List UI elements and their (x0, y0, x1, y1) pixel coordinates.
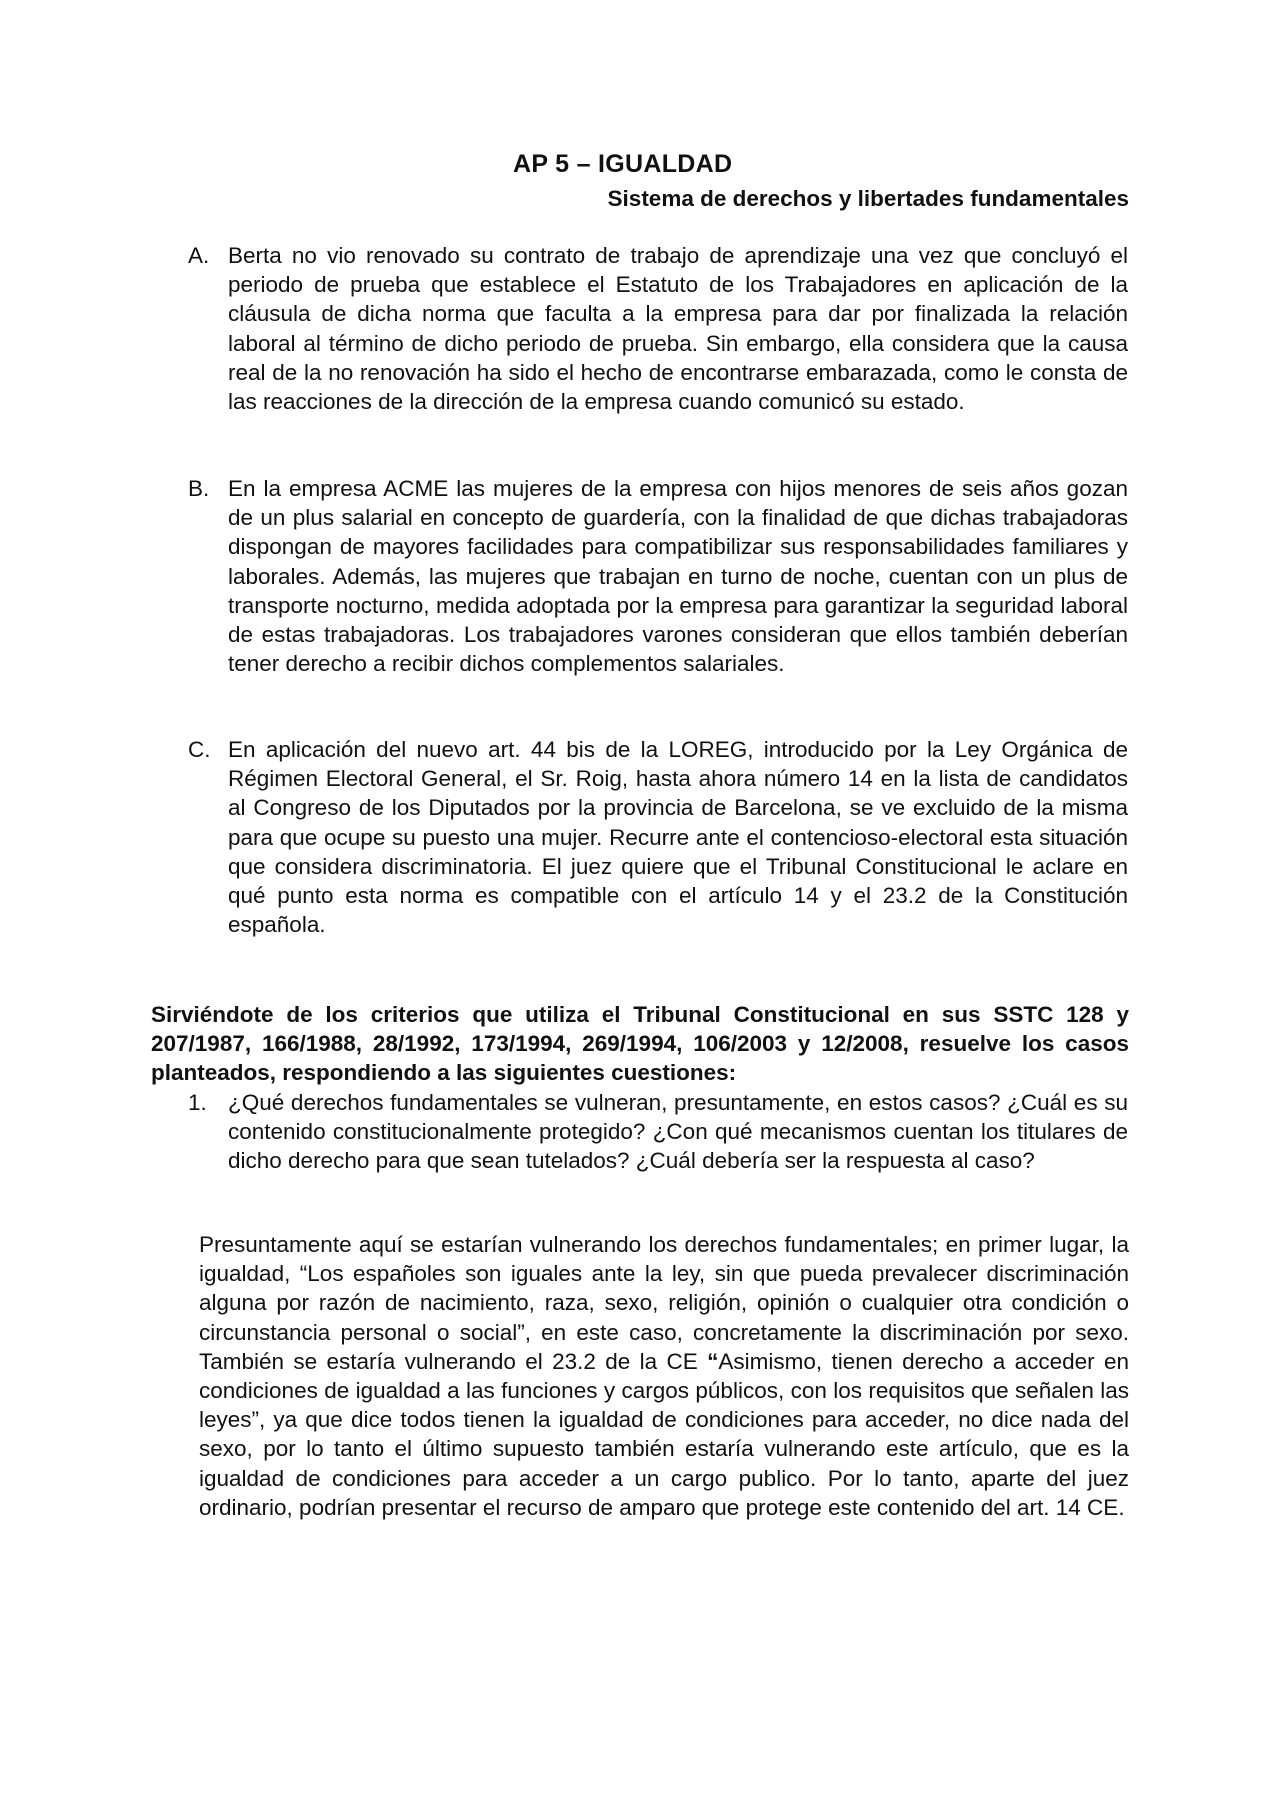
case-text: Berta no vio renovado su contrato de trabajo de aprendizaje una vez que concluyó el periodo de prueba que establece el Estatuto de los Trabajadores en aplicación de la cláusula de dicha norma que faculta a la empresa para dar por finalizada la relación laboral al término de dicho periodo de prueba. Sin embargo, ella considera que la causa real de la no renovación ha sido el hecho de encontrarse embarazada, como le consta de las reacciones de la dirección de la empresa cuando comunicó su estado. (228, 243, 1128, 415)
criteria-statement: Sirviéndote de los criterios que utiliza el Tribunal Constitucional en sus SSTC 128 y 207/1987, 166/1988, 28/1992, 173/1994, 269/1994, 106/2003 y 12/2008, resuelve los casos planteados, respondiendo a las siguientes cuestiones: (151, 1002, 1129, 1086)
answer-part-1: Presuntamente aquí se estarían vulnerando los derechos fundamentales; en primer lugar, la igualdad, “Los españoles son iguales ante la ley, sin que pueda prevalecer discriminación alguna por razón de nacimiento, raza, sexo, religión, opinión o cualquier otra condición o circunstancia personal o social”, en este caso, concretamente la discriminación por sexo. También se estaría vulnerando el 23.2 de la CE (199, 1232, 1129, 1374)
document-title: AP 5 – IGUALDAD (513, 150, 733, 178)
case-text: En la empresa ACME las mujeres de la empresa con hijos menores de seis años gozan de un plus salarial en concepto de guardería, con la finalidad de que dichas trabajadoras dispongan de mayores facilidades para compatibilizar sus responsabilidades familiares y laborales. Además, las mujeres que trabajan en turno de noche, cuentan con un plus de transporte nocturno, medida adoptada por la empresa para garantizar la seguridad laboral de estas trabajadoras. Los trabajadores varones consideran que ellos también deberían tener derecho a recibir dichos complementos salariales. (228, 476, 1128, 677)
case-marker: C. (188, 737, 211, 762)
question-text: ¿Qué derechos fundamentales se vulneran, presuntamente, en estos casos? ¿Cuál es su contenido constitucionalmente protegido? ¿Con qué mecanismos cuentan los titulares de dicho derecho para que sean tutelados? ¿Cuál debería ser la respuesta al caso? (228, 1090, 1128, 1174)
case-marker: B. (188, 476, 210, 501)
case-text: En aplicación del nuevo art. 44 bis de la LOREG, introducido por la Ley Orgánica de Régimen Electoral General, el Sr. Roig, hasta ahora número 14 en la lista de candidatos al Congreso de los Diputados por la provincia de Barcelona, se ve excluido de la misma para que ocupe su puesto una mujer. Recurre ante el contencioso-electoral esta situación que considera discriminatoria. El juez quiere que el Tribunal Constitucional le aclare en qué punto esta norma es compatible con el artículo 14 y el 23.2 de la Constitución española. (228, 737, 1128, 938)
case-marker: A. (188, 243, 210, 268)
question-marker: 1. (188, 1090, 207, 1115)
answer-paragraph (199, 1230, 1129, 1522)
answer-part-2: Asimismo, tienen derecho a acceder en condiciones de igualdad a las funciones y cargos públicos, con los requisitos que señalen las leyes”, ya que dice todos tienen la igualdad de condiciones para acceder, no dice nada del sexo, por lo tanto el último supuesto también estaría vulnerando este artículo, que es la igualdad de condiciones para acceder a un cargo publico. Por lo tanto, aparte del juez ordinario, podrían presentar el recurso de amparo que protege este contenido del art. 14 CE. (199, 1348, 1129, 1520)
answer-open-quote: “ (707, 1348, 719, 1374)
document-subtitle: Sistema de derechos y libertades fundamentales (607, 186, 1129, 211)
